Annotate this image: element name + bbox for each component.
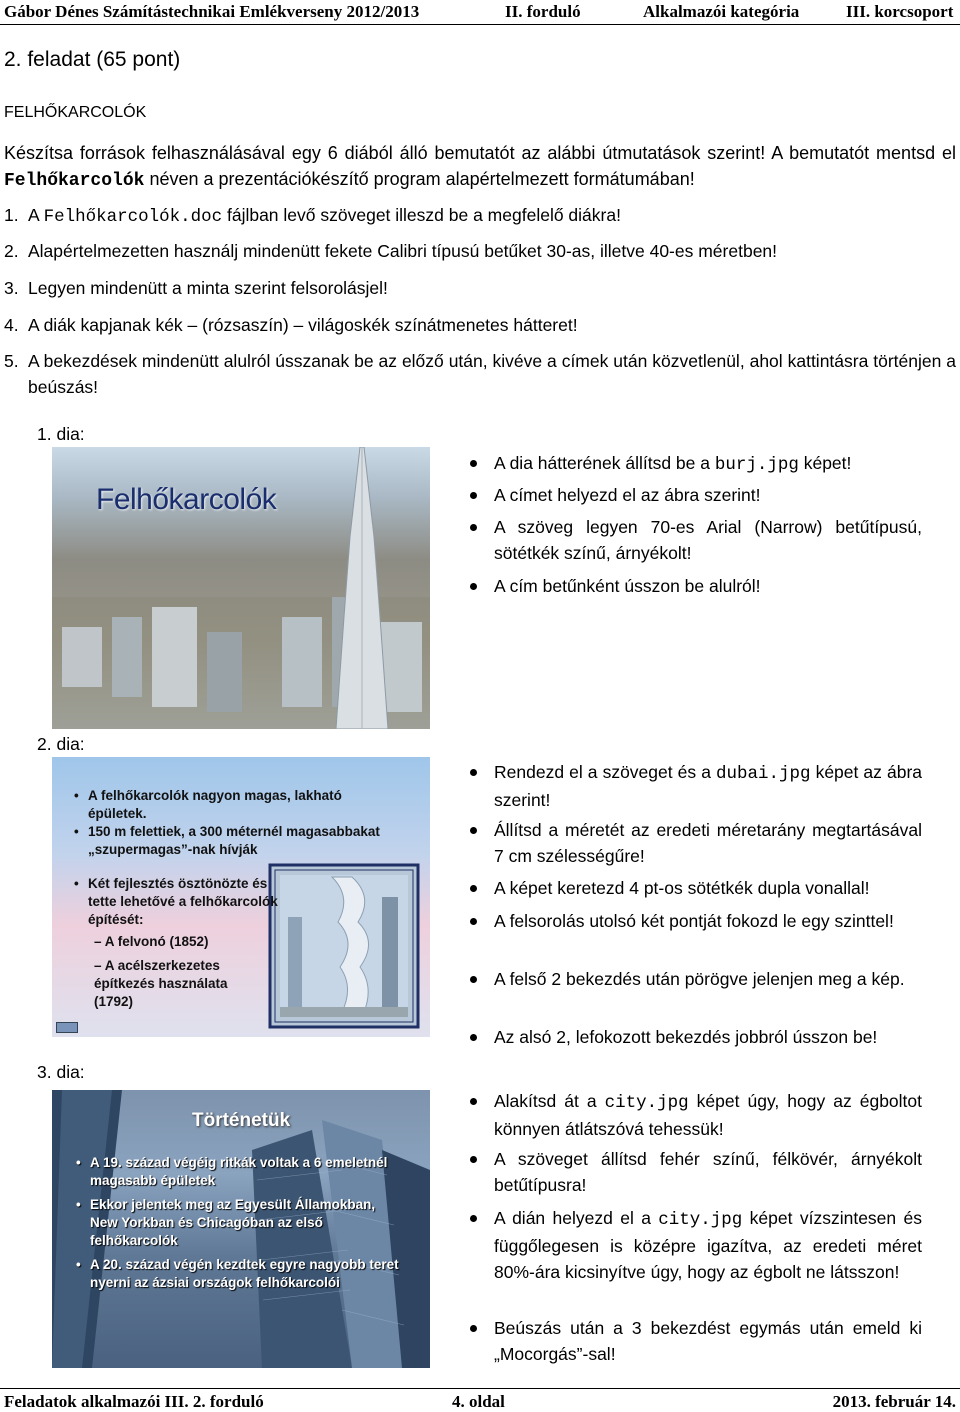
bullet-dot-icon xyxy=(470,769,477,776)
slide-1-bullet xyxy=(470,573,922,599)
slide-1-label: 1. dia: xyxy=(37,424,85,444)
step-number: 3. xyxy=(4,278,19,298)
footer-page-number: 4. oldal xyxy=(452,1392,505,1411)
slide-2-bullet xyxy=(470,875,922,901)
bullet-dot-icon xyxy=(470,918,477,925)
slide-1-image xyxy=(52,447,430,729)
bullet-text: A dián helyezd el a xyxy=(494,1208,659,1228)
bullet-text: A cím betűnként ússzon be alulról! xyxy=(494,576,761,596)
slide-2-subline: – A acélszerkezetes építkezés használata (1792) xyxy=(94,958,228,1009)
slide-1-bullet xyxy=(470,450,922,478)
bullet-text: A szöveget állítsd fehér színű, félkövér, árnyékolt betűtípusra! xyxy=(494,1149,922,1195)
slide-2-bullet xyxy=(470,1024,922,1050)
footer-date: 2013. február 14. xyxy=(832,1392,956,1411)
slide-2-text: 150 m felettiek, a 300 méternél magasabbakat „szupermagas”-nak hívják xyxy=(88,824,380,857)
bullet-dot-icon xyxy=(470,524,477,531)
slide-1-bullet xyxy=(470,482,922,508)
bullet-text: A szöveg legyen 70-es Arial (Narrow) betűtípusú, sötétkék színű, árnyékolt! xyxy=(494,517,922,563)
header-level: III. korcsoport xyxy=(846,2,954,21)
slide-2-text: Két fejlesztés ösztönözte és tette lehetővé a felhőkarcolók építését: xyxy=(88,876,278,927)
step-text: A diák kapjanak kék – (rózsaszín) – világoskék színátmenetes hátteret! xyxy=(28,315,578,335)
slide-3-bullet xyxy=(470,1088,922,1142)
bullet-text: Beúszás után a 3 bekezdést egymás után emeld ki „Mocorgás”-sal! xyxy=(494,1318,922,1364)
step-number: 1. xyxy=(4,205,19,225)
bullet-text: képet az ábra szerint! xyxy=(494,762,922,810)
intro-text-1: Készítsa források felhasználásával egy 6 diából álló bemutatót az alábbi útmutatások szerint! A bemutatót mentsd el xyxy=(4,143,956,163)
task-title: 2. feladat (65 pont) xyxy=(4,48,181,71)
bullet-dot-icon xyxy=(470,1034,477,1041)
bullet-text: A képet keretezd 4 pt-os sötétkék dupla vonallal! xyxy=(494,878,870,898)
slide-3-bullet xyxy=(470,1205,922,1285)
intro-filename: Felhőkarcolók xyxy=(4,171,145,191)
bullet-dot-icon xyxy=(470,1156,477,1163)
slide-3-bullet xyxy=(470,1146,922,1198)
step-filename: Felhőkarcolók.doc xyxy=(43,207,223,227)
step-text: fájlban levő szöveget illeszd be a megfelelő diákra! xyxy=(222,205,621,225)
bullet-dot-icon xyxy=(470,492,477,499)
slide-3-bullet xyxy=(470,1315,922,1367)
slide-3-image xyxy=(52,1090,430,1368)
task-subtitle: FELHŐKARCOLÓK xyxy=(4,104,147,121)
bullet-text: Rendezd el a szöveget és a xyxy=(494,762,716,782)
slide-2-label: 2. dia: xyxy=(37,734,85,754)
slide-1-title: Felhőkarcolók xyxy=(96,483,277,516)
slide-3-line: • Ekkor jelentek meg az Egyesült Államokban, New Yorkban és Chicagóban az első felhőkarcolók xyxy=(76,1197,376,1248)
step-text: Alapértelmezetten használj mindenütt fekete Calibri típusú betűket 30-as, illetve 40-es méretben! xyxy=(28,241,778,261)
slide-2-line: • A felhőkarcolók nagyon magas, lakható épületek. xyxy=(74,788,342,821)
bullet-text: A dia hátterének állítsd be a xyxy=(494,453,715,473)
step-2 xyxy=(4,238,956,264)
step-number: 4. xyxy=(4,315,19,335)
slide-2-line: • 150 m felettiek, a 300 méternél magasabbakat „szupermagas”-nak hívják xyxy=(74,824,380,857)
step-1 xyxy=(4,202,956,230)
bullet-text: A felsorolás utolsó két pontját fokozd le egy szinttel! xyxy=(494,911,894,931)
step-4 xyxy=(4,312,956,338)
bullet-text: Alakítsd át a xyxy=(494,1091,605,1111)
intro-text-2: néven a prezentációkészítő program alapértelmezett formátumában! xyxy=(144,169,695,189)
bullet-text: A címet helyezd el az ábra szerint! xyxy=(494,485,761,505)
bullet-dot-icon xyxy=(470,460,477,467)
slide-2-bullet xyxy=(470,817,922,869)
slide-2-text: A felhőkarcolók nagyon magas, lakható épületek. xyxy=(88,788,342,821)
slide-2-bullet xyxy=(470,908,922,934)
slide-1-bullet xyxy=(470,514,922,566)
step-3 xyxy=(4,275,956,301)
slide-3-text: Ekkor jelentek meg az Egyesült Államokban, New Yorkban és Chicagóban az első felhőkarcolók xyxy=(90,1197,376,1248)
page-header xyxy=(0,0,960,25)
bullet-text: A felső 2 bekezdés után pörögve jelenjen meg a kép. xyxy=(494,969,905,989)
slide-3-line: • A 20. század végén kezdtek egyre nagyobb teret nyerni az ázsiai országok felhőkarcolói xyxy=(76,1257,399,1290)
bullet-text: képet! xyxy=(798,453,852,473)
step-text: A bekezdések mindenütt alulról ússzanak be az előző után, kivéve a címek után közvetlenül, ahol kattintásra történjen a beúszás! xyxy=(28,351,956,397)
slide-2-bullet xyxy=(470,759,922,813)
bullet-filename: city.jpg xyxy=(658,1210,743,1230)
step-number: 5. xyxy=(4,351,19,371)
slide-3-label: 3. dia: xyxy=(37,1062,85,1082)
step-text: Legyen mindenütt a minta szerint felsorolásjel! xyxy=(28,278,388,298)
bullet-dot-icon xyxy=(470,976,477,983)
bullet-text: Az alsó 2, lefokozott bekezdés jobbról ússzon be! xyxy=(494,1027,878,1047)
footer-left: Feladatok alkalmazói III. 2. forduló xyxy=(4,1392,264,1411)
slide-2-line: • Két fejlesztés ösztönözte és tette lehetővé a felhőkarcolók építését: xyxy=(74,876,278,927)
bullet-filename: city.jpg xyxy=(604,1093,689,1113)
bullet-dot-icon xyxy=(470,1325,477,1332)
bullet-dot-icon xyxy=(470,827,477,834)
slide-3-text: A 19. század végéig ritkák voltak a 6 emeletnél magasabb épületek xyxy=(90,1155,388,1188)
step-5 xyxy=(4,348,956,400)
slide-2-bullet xyxy=(470,966,922,992)
step-number: 2. xyxy=(4,241,19,261)
slide-control-icon xyxy=(56,1022,78,1033)
bullet-dot-icon xyxy=(470,1098,477,1105)
step-text: A xyxy=(28,205,44,225)
slide-3-text: A 20. század végén kezdtek egyre nagyobb teret nyerni az ázsiai országok felhőkarcolói xyxy=(90,1257,399,1290)
task-intro xyxy=(4,140,956,194)
bullet-text: Állítsd a méretét az eredeti méretarány megtartásával 7 cm szélességűre! xyxy=(494,820,922,866)
slide-3-line: • A 19. század végéig ritkák voltak a 6 emeletnél magasabb épületek xyxy=(76,1155,388,1188)
bullet-dot-icon xyxy=(470,1215,477,1222)
slide-2-image xyxy=(52,757,430,1037)
bullet-filename: dubai.jpg xyxy=(716,764,811,784)
slide-3-title: Történetük xyxy=(192,1110,291,1131)
bullet-dot-icon xyxy=(470,583,477,590)
slide-2-subline: – A felvonó (1852) xyxy=(94,934,209,949)
header-round: II. forduló xyxy=(505,2,581,21)
bullet-filename: burj.jpg xyxy=(714,455,799,475)
bullet-dot-icon xyxy=(470,885,477,892)
bullet-text: képet vízszintesen és függőlegesen is középre igazítva, az eredeti méret 80%-ára kicsinyítve úgy, hogy az égbolt ne látsszon! xyxy=(494,1208,922,1282)
page-footer xyxy=(0,1388,960,1410)
header-category: Alkalmazói kategória xyxy=(643,2,800,21)
header-competition: Gábor Dénes Számítástechnikai Emlékverseny 2012/2013 xyxy=(4,2,420,21)
bullet-text: képet úgy, hogy az égboltot könnyen átlátszóvá tehessük! xyxy=(494,1091,922,1139)
